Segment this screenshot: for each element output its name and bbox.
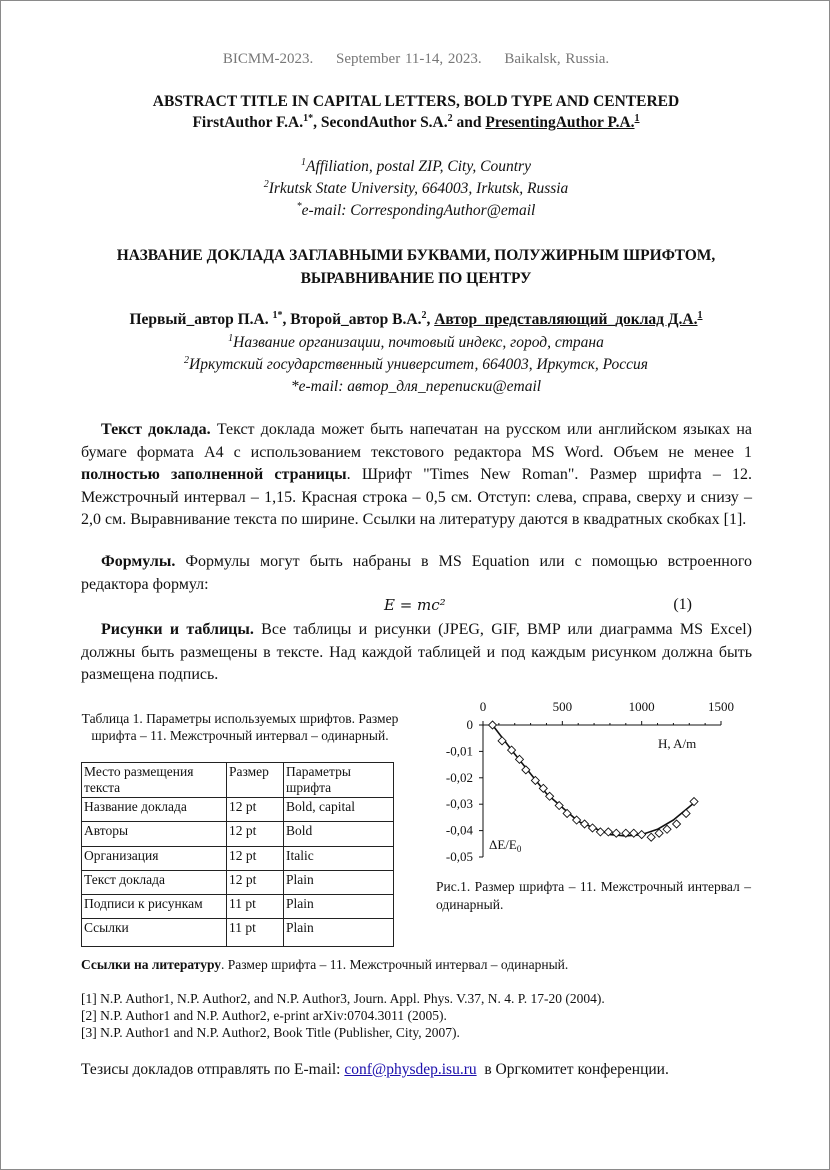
english-affiliations — [81, 156, 751, 222]
data-point — [638, 831, 646, 839]
data-point — [663, 825, 671, 833]
data-point — [682, 809, 690, 817]
conference-header — [1, 51, 830, 68]
data-point — [522, 766, 530, 774]
figure-caption: Рис.1. Размер шрифта – 11. Межстрочный интервал – одинарный. — [436, 879, 751, 912]
table-caption: Таблица 1. Параметры используемых шрифтов. Размер шрифта – 11. Межстрочный интервал – одинарный. — [81, 711, 399, 743]
table-row: Название доклада 12 pt Bold, capital — [82, 798, 394, 822]
reference-item: [1] N.P. Author1, N.P. Author2, and N.P. Author3, Journ. Appl. Phys. V.37, N. 4. P. 17-20 (2004). — [81, 991, 605, 1006]
data-point — [581, 820, 589, 828]
y-tick-label: -0,04 — [445, 822, 473, 838]
references-heading: Ссылки на литературу. Размер шрифта – 11. Межстрочный интервал – одинарный. — [81, 957, 569, 972]
x-axis-label: H, A/m — [658, 736, 697, 751]
data-point — [498, 737, 506, 745]
table-row: Подписи к рисункам 11 pt Plain — [82, 895, 394, 919]
affiliation-2: $^2$Irkutsk State University, 664003, Irkutsk, Russia — [263, 178, 569, 197]
y-axis-label: $\Delta E/E_0$ — [489, 837, 522, 854]
y-tick-label: -0,05 — [445, 849, 473, 864]
russian-affiliations: $^1$Название организации, почтовый индекс, город, страна $^2$Иркутский государственный университет, 664003, Иркутск, Россия *e-mail: автор_для_переписки@email — [184, 332, 648, 395]
x-tick-label: 0 — [479, 699, 487, 714]
table-header-cell: Место размещения текста — [82, 763, 227, 798]
conference-dates: September 11-14, 2023. — [336, 51, 482, 67]
references-list — [81, 990, 605, 1041]
data-point — [647, 833, 655, 841]
x-tick-label: 500 — [552, 699, 573, 714]
author-first: FirstAuthor F.A. — [192, 114, 304, 131]
reference-item: [3] N.P. Author1 and N.P. Author2, Book Title (Publisher, City, 2007). — [81, 1025, 460, 1040]
english-title: ABSTRACT TITLE IN CAPITAL LETTERS, BOLD TYPE AND CENTERED — [152, 93, 680, 110]
y-tick-label: 0 — [466, 717, 473, 732]
conference-name: BICMM-2023. — [222, 51, 314, 67]
russian-title: НАЗВАНИЕ ДОКЛАДА ЗАГЛАВНЫМИ БУКВАМИ, ПОЛУЖИРНЫМ ШРИФТОМ, ВЫРАВНИВАНИЕ ПО ЦЕНТРУ — [116, 247, 716, 287]
russian-authors: Первый_автор П.А. $^{1*}$, Второй_автор В.А.$^2$, Автор_представляющий_доклад Д.А.$^1$ — [129, 309, 703, 328]
y-tick-label: -0,03 — [445, 796, 473, 812]
formula-line — [81, 596, 752, 618]
fonts-table — [81, 762, 394, 947]
figure-chart — [437, 691, 757, 866]
corresponding-email: *e-mail: CorrespondingAuthor@email — [296, 200, 536, 219]
author-second: SecondAuthor S.A. — [320, 114, 448, 131]
table-header-cell: Параметры шрифта — [284, 763, 394, 798]
formula-number: (1) — [673, 596, 692, 613]
reference-item: [2] N.P. Author1 and N.P. Author2, e-print arXiv:0704.3011 (2005). — [81, 1008, 447, 1023]
data-point — [673, 820, 681, 828]
y-tick-label: -0,02 — [445, 769, 473, 785]
table-header-cell: Размер — [227, 763, 284, 798]
english-authors: FirstAuthor F.A.$^{1*}$, SecondAuthor S.A.$^2$ and PresentingAuthor P.A.$^1$ — [192, 112, 640, 131]
formula: E = mc² — [384, 596, 446, 614]
data-point — [563, 809, 571, 817]
y-tick-label: -0,01 — [445, 743, 473, 759]
table-header-row — [82, 763, 394, 798]
paragraph-figures: Рисунки и таблицы. Все таблицы и рисунки (JPEG, GIF, BMP или диаграмма MS Excel) должны быть размещены в тексте. Над каждой таблицей и под каждым рисунком должна быть размещена подпись. — [81, 621, 752, 683]
affiliation-1: $^1$Affiliation, postal ZIP, City, Country — [301, 156, 531, 175]
paragraph-text: Текст доклада. Текст доклада может быть напечатан на русском или английском языках на бумаге формата А4 с использованием текстового редактора MS Word. Объем не менее 1 полностью заполненной страницы. Шрифт "Times New Roman". Размер шрифта – 12. Межстрочный интервал – 1,15. Красная строка – 0,5 см. Отступ: слева, справа, сверху и снизу – 2,0 см. Выравнивание текста по ширине. Ссылки на литературу даются в квадратных скобках [1]. — [81, 421, 753, 528]
x-tick-label: 1500 — [708, 699, 734, 714]
conference-place: Baikalsk, Russia. — [504, 51, 610, 67]
x-tick-label: 1000 — [628, 699, 655, 714]
contact-line: Тезисы докладов отправлять по E-mail: conf@physdep.isu.ru в Оргкомитет конференции. — [81, 1061, 669, 1078]
paragraph-formulas: Формулы. Формулы могут быть набраны в MS Equation или с помощью встроенного редактора формул: — [81, 553, 752, 593]
english-title-block — [81, 91, 751, 133]
table-row: Авторы 12 pt Bold — [82, 822, 394, 847]
conference-email-link[interactable]: conf@physdep.isu.ru — [344, 1061, 477, 1078]
table-row: Ссылки 11 pt Plain — [82, 919, 394, 947]
data-point — [588, 824, 596, 832]
author-presenting: PresentingAuthor P.A. — [485, 114, 635, 131]
table-row: Текст доклада 12 pt Plain — [82, 871, 394, 895]
table-row: Организация 12 pt Italic — [82, 847, 394, 871]
